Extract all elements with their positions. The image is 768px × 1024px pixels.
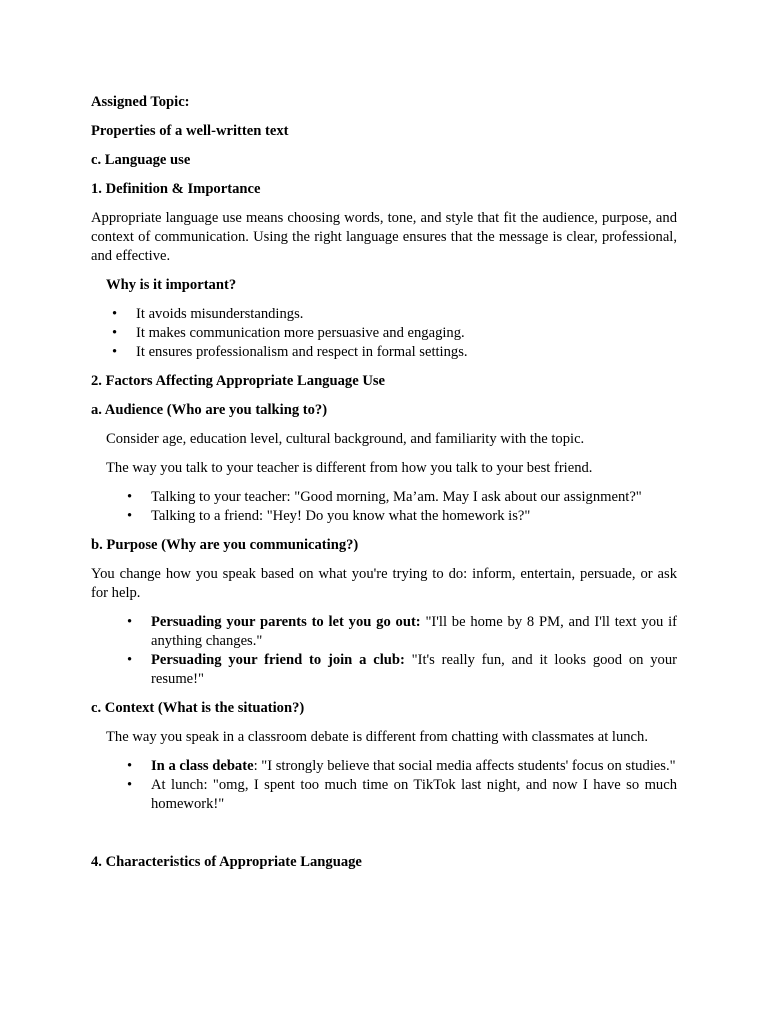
bullet-icon: • xyxy=(127,489,133,505)
blank-line xyxy=(91,824,677,853)
assigned-topic-label: Assigned Topic: xyxy=(91,94,190,110)
list-item: • Talking to a friend: "Hey! Do you know what the homework is?" xyxy=(127,508,531,524)
bullet-icon: • xyxy=(112,306,118,322)
audience-line-1: Consider age, education level, cultural background, and familiarity with the topic. xyxy=(106,431,585,447)
context-heading: c. Context (What is the situation?) xyxy=(91,700,305,716)
purpose-examples-list xyxy=(91,613,677,689)
importance-list xyxy=(91,305,677,362)
context-line-1: The way you speak in a classroom debate is different from chatting with classmates at lunch. xyxy=(106,729,648,745)
bullet-icon: • xyxy=(127,652,133,668)
bullet-icon: • xyxy=(127,777,133,793)
list-item: • Talking to your teacher: "Good morning, Ma’am. May I ask about our assignment?" xyxy=(127,489,642,505)
section2-heading: 2. Factors Affecting Appropriate Language Use xyxy=(91,373,386,389)
list-item: • Persuading your friend to join a club: "It's really fun, and it looks good on your resume!" xyxy=(127,652,677,687)
list-item: • It avoids misunderstandings. xyxy=(112,306,304,322)
list-item: • It makes communication more persuasive and engaging. xyxy=(112,325,465,341)
section1-paragraph: Appropriate language use means choosing words, tone, and style that fit the audience, purpose, and context of communication. Using the right language ensures that the message is clear, professional, and effective. xyxy=(91,210,677,264)
audience-examples-list xyxy=(91,488,677,526)
bullet-icon: • xyxy=(112,325,118,341)
purpose-heading: b. Purpose (Why are you communicating?) xyxy=(91,537,359,553)
bullet-icon: • xyxy=(127,758,133,774)
list-item: • At lunch: "omg, I spent too much time on TikTok last night, and now I have so much homework!" xyxy=(127,777,677,812)
section4-heading: 4. Characteristics of Appropriate Language xyxy=(91,854,362,870)
section1-heading: 1. Definition & Importance xyxy=(91,181,261,197)
bullet-icon: • xyxy=(127,508,133,524)
list-item: • It ensures professionalism and respect in formal settings. xyxy=(112,344,468,360)
list-item: • Persuading your parents to let you go out: "I'll be home by 8 PM, and I'll text you if anything changes." xyxy=(127,614,677,649)
why-important-heading: Why is it important? xyxy=(106,277,237,293)
audience-line-2: The way you talk to your teacher is different from how you talk to your best friend. xyxy=(106,460,593,476)
document-body xyxy=(91,93,677,882)
context-examples-list xyxy=(91,757,677,814)
bullet-icon: • xyxy=(112,344,118,360)
audience-heading: a. Audience (Who are you talking to?) xyxy=(91,402,328,418)
subtopic-heading: c. Language use xyxy=(91,152,191,168)
list-item: • In a class debate: "I strongly believe that social media affects students' focus on studies." xyxy=(127,758,676,774)
bullet-icon: • xyxy=(127,614,133,630)
purpose-paragraph: You change how you speak based on what you're trying to do: inform, entertain, persuade, or ask for help. xyxy=(91,566,677,601)
topic-title: Properties of a well-written text xyxy=(91,123,289,139)
